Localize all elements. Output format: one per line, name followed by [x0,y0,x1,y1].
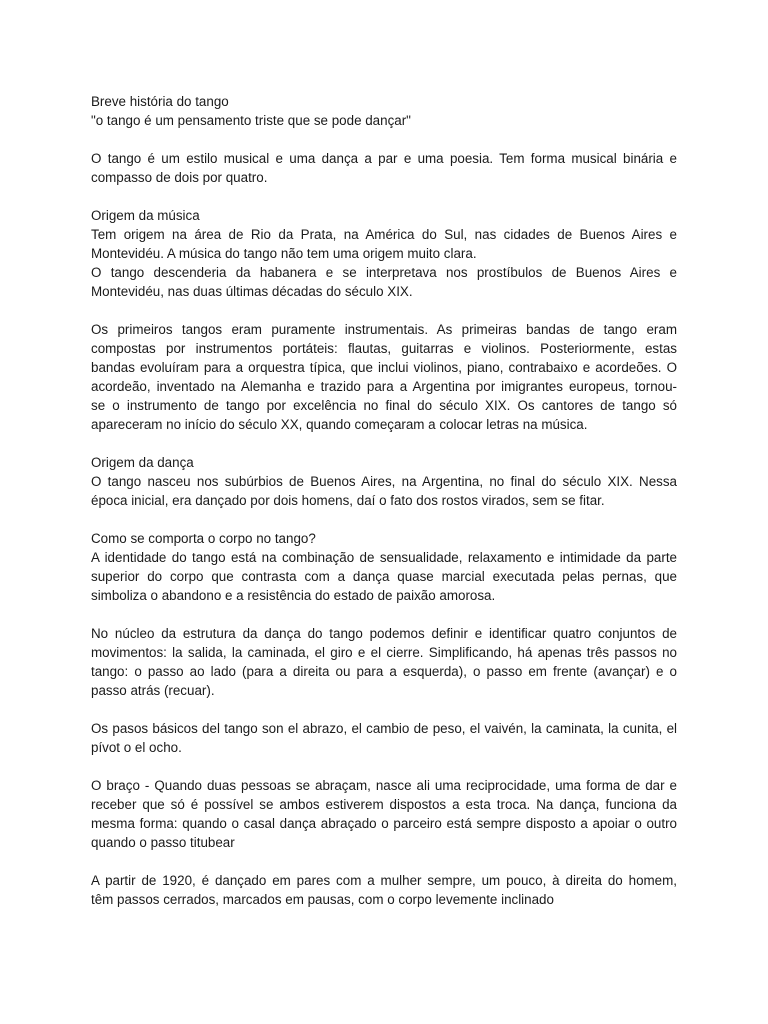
paragraph-line: superior do corpo que contrasta com a dança quase marcial executada pelas pernas, que [91,569,677,584]
paragraph-line: passo atrás (recuar). [91,683,215,698]
paragraph-line: O tango nasceu nos subúrbios de Buenos Aires, na Argentina, no final do século XIX. Nessa [91,474,677,489]
intro-paragraph [91,149,677,187]
origem-musica-section [91,206,677,301]
section-heading: Origem da dança [91,455,194,470]
paragraph-line: Os primeiros tangos eram puramente instrumentais. As primeiras bandas de tango eram [91,322,677,337]
partir-paragraph [91,871,677,909]
paragraph-line: têm passos cerrados, marcados em pausas, com o corpo levemente inclinado [91,892,554,907]
paragraph-line: se o instrumento de tango por excelência no final do século XIX. Os cantores de tango só [91,398,677,413]
nucleo-paragraph [91,624,677,700]
paragraph-line: O tango descenderia da habanera e se interpretava nos prostíbulos de Buenos Aires e [91,265,677,280]
paragraph-line: quando o passo titubear [91,835,235,850]
section-heading: Origem da música [91,208,200,223]
paragraph-line: No núcleo da estrutura da dança do tango podemos definir e identificar quatro conjuntos de [91,626,677,641]
braco-paragraph [91,776,677,852]
corpo-section [91,529,677,605]
paragraph-line: movimentos: la salida, la caminada, el giro e el cierre. Simplificando, há apenas três passos no [91,645,677,660]
paragraph-line: pívot o el ocho. [91,740,182,755]
document-quote: "o tango é um pensamento triste que se pode dançar" [91,113,411,128]
origem-danca-section [91,453,677,510]
paragraph-line: O braço - Quando duas pessoas se abraçam, nasce ali uma reciprocidade, uma forma de dar e [91,778,677,793]
paragraph-line: A identidade do tango está na combinação de sensualidade, relaxamento e intimidade da parte [91,550,677,565]
paragraph-line: simboliza o abandono e a resistência do estado de paixão amorosa. [91,588,496,603]
paragraph-line: receber que só é possível se ambos estiverem dispostos a esta troca. Na dança, funciona da [91,797,677,812]
document-page [91,92,677,928]
section-heading: Como se comporta o corpo no tango? [91,531,316,546]
paragraph-line: Os pasos básicos del tango son el abrazo, el cambio de peso, el vaivén, la caminata, la cunita, el [91,721,677,736]
paragraph-line: Montevidéu. A música do tango não tem uma origem muito clara. [91,246,477,261]
primeiros-tangos-paragraph [91,320,677,434]
spacer [91,130,677,149]
paragraph-line: O tango é um estilo musical e uma dança a par e uma poesia. Tem forma musical binária e [91,151,677,166]
paragraph-line: acordeão, inventado na Alemanha e trazido para a Argentina por imigrantes europeus, tornou- [91,379,677,394]
paragraph-line: Montevidéu, nas duas últimas décadas do século XIX. [91,284,413,299]
paragraph-line: Tem origem na área de Rio da Prata, na América do Sul, nas cidades de Buenos Aires e [91,227,677,242]
paragraph-line: A partir de 1920, é dançado em pares com a mulher sempre, um pouco, à direita do homem, [91,873,677,888]
document-title: Breve história do tango [91,94,229,109]
paragraph-line: tango: o passo ao lado (para a direita ou para a esquerda), o passo em frente (avançar) e o [91,664,677,679]
paragraph-line: compostas por instrumentos portáteis: flautas, guitarras e violinos. Posteriormente, estas [91,341,677,356]
paragraph-line: compasso de dois por quatro. [91,170,268,185]
paragraph-line: época inicial, era dançado por dois homens, daí o fato dos rostos virados, sem se fitar. [91,493,605,508]
paragraph-line: apareceram no início do século XX, quando começaram a colocar letras na música. [91,417,588,432]
title-block [91,92,677,130]
paragraph-line: mesma forma: quando o casal dança abraçado o parceiro está sempre disposto a apoiar o outro [91,816,677,831]
pasos-paragraph [91,719,677,757]
paragraph-line: bandas evoluíram para a orquestra típica, que inclui violinos, piano, contrabaixo e acordeões. O [91,360,677,375]
